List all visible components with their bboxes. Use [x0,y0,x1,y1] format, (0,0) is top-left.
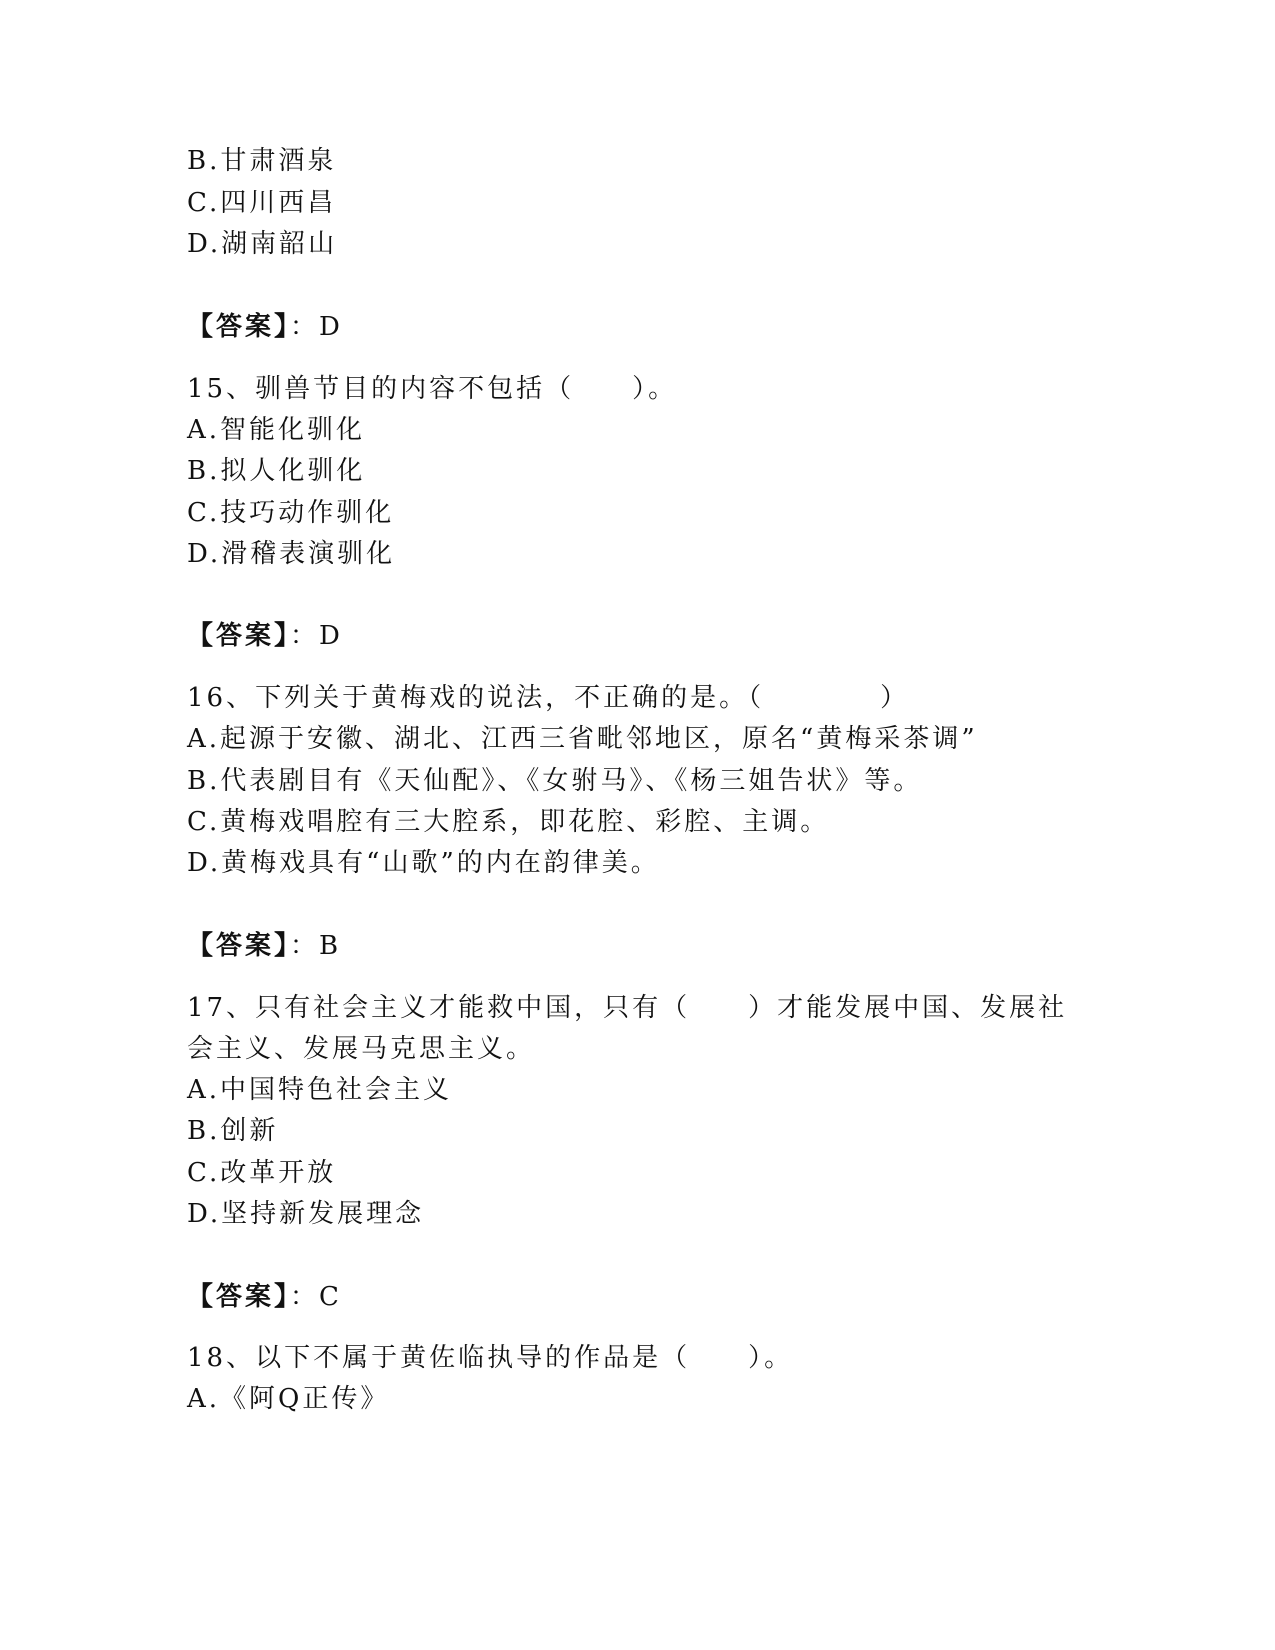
answer-value: B [319,931,342,961]
q17-answer [187,1282,342,1312]
q15-option-b: B.拟人化驯化 [187,456,366,486]
q16-option-c: C.黄梅戏唱腔有三大腔系，即花腔、彩腔、主调。 [187,807,830,837]
q16-option-d: D.黄梅戏具有“山歌”的内在韵律美。 [187,848,660,878]
q17-option-b: B.创新 [187,1116,279,1146]
answer-value: D [319,312,343,342]
q17-question-line1: 17、只有社会主义才能救中国，只有（ ）才能发展中国、发展社 [187,993,1068,1023]
answer-separator: ： [290,621,320,651]
q16-question: 16、下列关于黄梅戏的说法，不正确的是。（ ） [187,683,910,713]
q15-option-c: C.技巧动作驯化 [187,498,395,528]
answer-separator: ： [290,931,320,961]
q17-option-d: D.坚持新发展理念 [187,1199,425,1229]
q18-question: 18、以下不属于黄佐临执导的作品是（ ）。 [187,1343,794,1373]
q15-option-a: A.智能化驯化 [187,415,366,445]
answer-separator: ： [290,1282,320,1312]
q14-option-d: D.湖南韶山 [187,229,338,259]
answer-label: 【答案】 [187,1282,291,1312]
q15-option-d: D.滑稽表演驯化 [187,539,396,569]
q14-answer [187,312,343,342]
q18-option-a: A.《阿Q正传》 [187,1384,390,1414]
answer-value: D [319,621,343,651]
q17-option-a: A.中国特色社会主义 [187,1075,453,1105]
answer-label: 【答案】 [187,312,291,342]
q16-option-b: B.代表剧目有《天仙配》、《女驸马》、《杨三姐告状》等。 [187,766,923,796]
q14-option-b: B.甘肃酒泉 [187,146,337,176]
q15-answer [187,621,343,651]
answer-value: C [319,1282,342,1312]
answer-separator: ： [290,312,320,342]
q17-option-c: C.改革开放 [187,1158,337,1188]
q16-answer [187,931,341,961]
answer-label: 【答案】 [187,931,291,961]
q16-option-a: A.起源于安徽、湖北、江西三省毗邻地区，原名“黄梅采茶调” [187,724,978,754]
answer-label: 【答案】 [187,621,291,651]
q15-question: 15、驯兽节目的内容不包括（ ）。 [187,374,678,404]
q14-option-c: C.四川西昌 [187,188,337,218]
q17-question-line2: 会主义、发展马克思主义。 [187,1034,536,1064]
